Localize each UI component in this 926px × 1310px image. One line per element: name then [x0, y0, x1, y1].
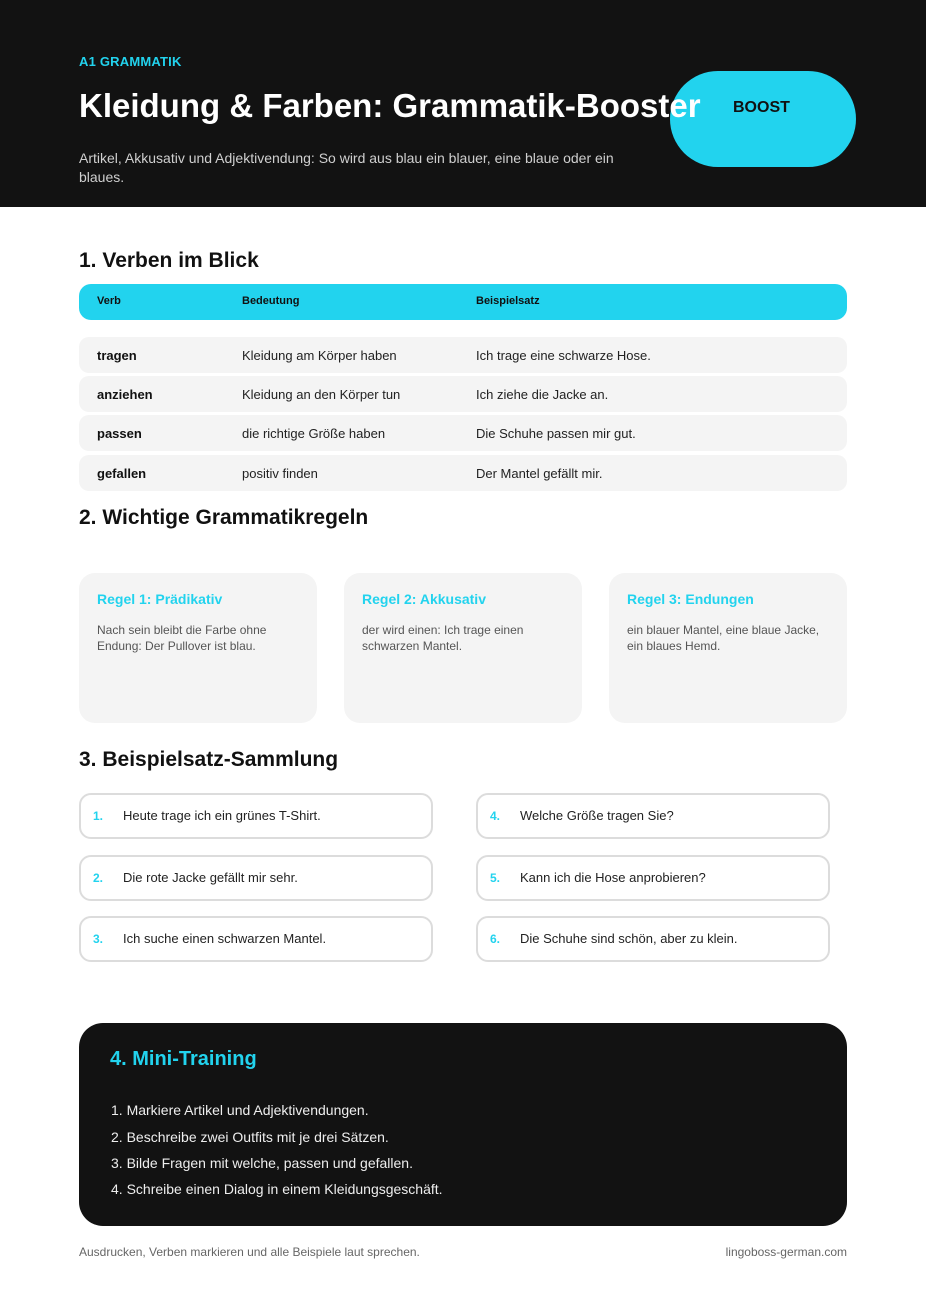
example-text: Die rote Jacke gefällt mir sehr.	[123, 870, 298, 885]
verb-cell: passen	[97, 426, 142, 441]
verb-cell: tragen	[97, 348, 137, 363]
example-number: 2.	[93, 871, 104, 885]
example-item	[79, 793, 433, 839]
meaning-cell: die richtige Größe haben	[242, 426, 386, 441]
footer-note: Ausdrucken, Verben markieren und alle Beispiele laut sprechen.	[79, 1245, 420, 1259]
example-cell: Der Mantel gefällt mir.	[476, 466, 603, 481]
example-cell: Ich trage eine schwarze Hose.	[476, 348, 651, 363]
rule-title: Regel 1: Prädikativ	[97, 591, 223, 607]
example-cell: Die Schuhe passen mir gut.	[476, 426, 636, 441]
rule-title: Regel 3: Endungen	[627, 591, 754, 607]
rule-card	[609, 573, 847, 723]
table-row	[79, 455, 847, 491]
footer-site: lingoboss-german.com	[725, 1245, 847, 1259]
section-heading-training: 4. Mini-Training	[110, 1048, 257, 1070]
meaning-cell: Kleidung am Körper haben	[242, 348, 397, 363]
training-task: 1. Markiere Artikel und Adjektivendungen.	[111, 1102, 369, 1118]
example-number: 6.	[490, 932, 501, 946]
column-header-meaning: Bedeutung	[242, 295, 300, 307]
training-task: 4. Schreibe einen Dialog in einem Kleidungsgeschäft.	[111, 1181, 443, 1197]
training-task: 2. Beschreibe zwei Outfits mit je drei Sätzen.	[111, 1129, 389, 1145]
rule-text: Nach sein bleibt die Farbe ohne Endung: Der Pullover ist blau.	[97, 623, 267, 653]
section-heading-verbs: 1. Verben im Blick	[79, 249, 259, 272]
verb-table-header	[79, 284, 847, 320]
section-heading-rules: 2. Wichtige Grammatikregeln	[79, 506, 369, 529]
example-text: Welche Größe tragen Sie?	[520, 808, 674, 823]
rule-text: ein blauer Mantel, eine blaue Jacke, ein blaues Hemd.	[627, 623, 820, 653]
example-number: 1.	[93, 809, 104, 823]
table-row	[79, 337, 847, 373]
example-item	[79, 855, 433, 901]
example-item	[476, 855, 830, 901]
verb-cell: anziehen	[97, 387, 153, 402]
table-row	[79, 376, 847, 412]
rule-card	[344, 573, 582, 723]
mini-training-box	[79, 1023, 847, 1226]
example-text: Ich suche einen schwarzen Mantel.	[123, 931, 327, 946]
section-heading-examples: 3. Beispielsatz-Sammlung	[79, 748, 339, 771]
rule-title: Regel 2: Akkusativ	[362, 591, 486, 607]
rule-card	[79, 573, 317, 723]
example-number: 3.	[93, 932, 104, 946]
meaning-cell: positiv finden	[242, 466, 318, 481]
training-task: 3. Bilde Fragen mit welche, passen und gefallen.	[111, 1155, 413, 1171]
example-number: 5.	[490, 871, 501, 885]
example-number: 4.	[490, 809, 501, 823]
page-header	[0, 0, 926, 207]
verb-cell: gefallen	[97, 466, 147, 481]
column-header-example: Beispielsatz	[476, 295, 540, 307]
example-text: Kann ich die Hose anprobieren?	[520, 870, 706, 885]
meaning-cell: Kleidung an den Körper tun	[242, 387, 401, 402]
example-item	[79, 916, 433, 962]
example-cell: Ich ziehe die Jacke an.	[476, 387, 609, 402]
example-item	[476, 916, 830, 962]
example-text: Die Schuhe sind schön, aber zu klein.	[520, 931, 738, 946]
level-kicker: A1 GRAMMATIK	[79, 54, 182, 69]
page-subtitle: Artikel, Akkusativ und Adjektivendung: So wird aus blau ein blauer, eine blaue oder ein blaues.	[79, 150, 614, 185]
boost-badge-label: BOOST	[733, 99, 790, 116]
example-item	[476, 793, 830, 839]
rule-text: der wird einen: Ich trage einen schwarzen Mantel.	[362, 623, 524, 653]
table-row	[79, 415, 847, 451]
column-header-verb: Verb	[97, 295, 121, 307]
page-title: Kleidung & Farben: Grammatik-Booster	[79, 87, 701, 124]
example-text: Heute trage ich ein grünes T-Shirt.	[123, 808, 321, 823]
